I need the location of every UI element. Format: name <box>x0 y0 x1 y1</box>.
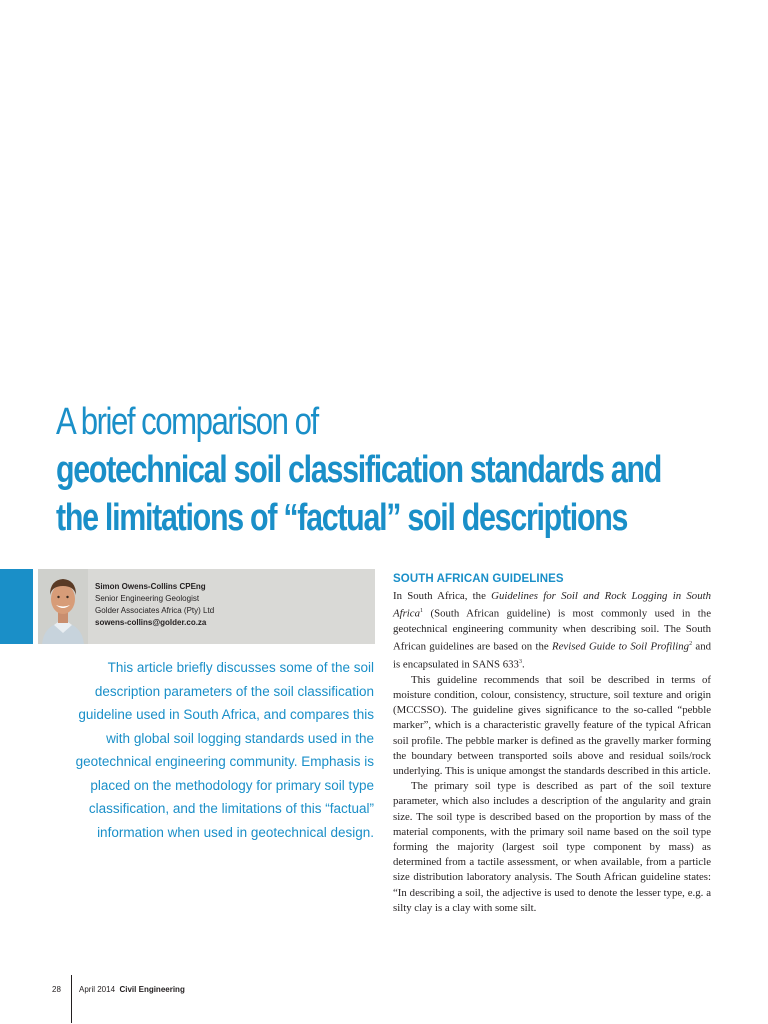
reference-title-1: Guidelines for Soil and Rock Logging in South Africa <box>393 590 711 620</box>
author-details <box>95 581 214 629</box>
author-box <box>38 569 375 644</box>
author-role: Senior Engineering Geologist <box>95 594 200 603</box>
p1-text-b: (South African guideline) is most commonly used in the geotechnical engineering community when describing soil. The South African guidelines are based on the <box>393 607 711 653</box>
reference-title-2: Revised Guide to Soil Profiling <box>552 640 690 653</box>
author-name: Simon Owens-Collins CPEng <box>95 582 206 591</box>
lead-paragraph: This article briefly discusses some of the soil description parameters of the soil classification guideline used in South Africa, and compares this with global soil logging standards used in the geotechnical engineering community. Emphasis is placed on the methodology for primary soil type classification, and the limitations of this “factual” information when used in geotechnical design. <box>75 660 374 840</box>
author-photo <box>38 569 88 644</box>
title-line-3: the limitations of “factual” soil descriptions <box>56 497 628 539</box>
p1-text-d: . <box>521 658 525 671</box>
p1-text-a: In South Africa, the <box>393 590 492 602</box>
section-heading: SOUTH AFRICAN GUIDELINES <box>393 573 564 585</box>
page-number: 28 <box>52 985 61 994</box>
author-email[interactable]: sowens-collins@golder.co.za <box>95 618 207 627</box>
issue-date: April 2014 <box>79 985 116 994</box>
body-paragraph-3: The primary soil type is described as part of the soil texture parameter, which also includes a description of the angularity and grain size. The soil type is described based on the proportion by mass of the material components, with the primary soil name based on the soil type forming the majority (largest soil type component by mass) as determined from a tactile assessment, or when available, from a particle size distribution laboratory analysis. The South African guideline states: “In describing a soil, the adjective is used to denote the lesser type, e.g. a silty clay is a clay with some silt. <box>393 780 711 914</box>
author-company: Golder Associates Africa (Pty) Ltd <box>95 606 215 615</box>
publication-name: Civil Engineering <box>119 985 185 994</box>
body-paragraph-2: This guideline recommends that soil be described in terms of moisture condition, colour, consistency, structure, soil texture and origin (MCCSSO). The guideline gives significance to the so-called “pebble marker”, which is a characteristic gravelly feature of the typical African soil profile. The pebble marker is defined as the gravelly marker forming the boundary between transported soils above and residual soils/rock underlying. This is unique amongst the standards described in this article. <box>393 673 711 778</box>
footer-divider <box>71 975 72 1023</box>
body-paragraph-1 <box>393 589 711 673</box>
reference-1: 1 <box>420 608 423 615</box>
title-line-2: geotechnical soil classification standards and <box>56 449 662 491</box>
reference-3: 3 <box>518 659 522 665</box>
title-line-1: A brief comparison of <box>56 401 318 443</box>
p1-text-c: and is encapsulated in SANS 633 <box>393 640 712 671</box>
body-column <box>393 571 711 916</box>
footer-issue <box>79 985 185 994</box>
article-title <box>56 398 756 542</box>
reference-2: 2 <box>689 641 693 648</box>
accent-bar <box>0 569 33 644</box>
